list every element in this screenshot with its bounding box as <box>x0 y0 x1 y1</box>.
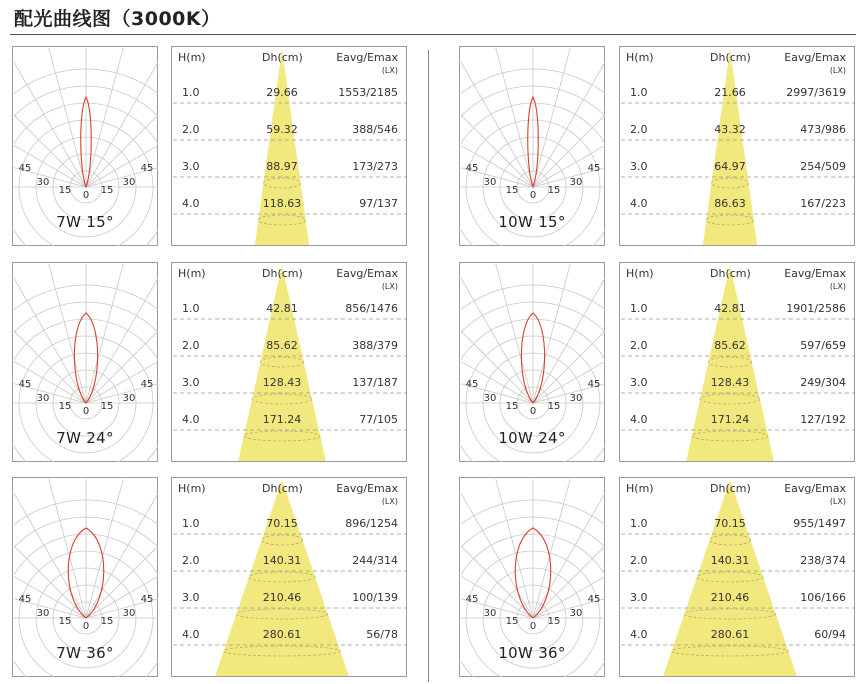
row-dh: 43.32 <box>714 123 746 136</box>
polar-grid-spoke <box>495 478 533 618</box>
row-eavg: 249/304 <box>800 376 846 389</box>
header-eavg: Eavg/Emax <box>336 267 398 280</box>
row-dh: 171.24 <box>262 413 302 426</box>
header-h: H(m) <box>626 267 654 280</box>
row-dh: 280.61 <box>262 628 302 641</box>
row-dh: 171.24 <box>710 413 750 426</box>
polar-angle-label: 15 <box>547 185 561 196</box>
column-divider <box>428 50 429 682</box>
row-dh: 70.15 <box>714 517 746 530</box>
row-eavg: 167/223 <box>800 197 846 210</box>
row-height: 1.0 <box>182 86 200 99</box>
panel-caption: 7W 36° <box>56 644 114 662</box>
row-height: 1.0 <box>630 517 648 530</box>
polar-angle-label: 15 <box>58 185 72 196</box>
row-dh: 59.32 <box>266 123 298 136</box>
illuminance-table <box>619 262 855 462</box>
header-h: H(m) <box>626 482 654 495</box>
header-dh: Dh(cm) <box>710 267 751 280</box>
row-eavg: 955/1497 <box>793 517 846 530</box>
row-dh: 210.46 <box>710 591 750 604</box>
row-eavg: 473/986 <box>800 123 846 136</box>
polar-angle-label: 45 <box>587 379 601 390</box>
polar-grid-spoke <box>86 263 124 403</box>
polar-angle-label: 0 <box>529 621 537 632</box>
header-eavg: Eavg/Emax <box>336 51 398 64</box>
polar-angle-label: 15 <box>100 401 114 412</box>
row-height: 4.0 <box>630 413 648 426</box>
row-dh: 21.66 <box>714 86 746 99</box>
polar-angle-label: 0 <box>529 406 537 417</box>
polar-angle-label: 30 <box>122 177 136 188</box>
header-unit: (LX) <box>829 282 846 291</box>
header-eavg: Eavg/Emax <box>336 482 398 495</box>
row-dh: 29.66 <box>266 86 298 99</box>
illuminance-table <box>619 477 855 677</box>
beam-cone <box>255 49 309 245</box>
row-dh: 140.31 <box>710 554 750 567</box>
header-dh: Dh(cm) <box>262 267 303 280</box>
polar-angle-label: 45 <box>18 594 32 605</box>
beam-cone <box>703 49 757 245</box>
polar-diagram-box <box>459 262 605 462</box>
polar-angle-label: 30 <box>569 393 583 404</box>
row-height: 4.0 <box>630 628 648 641</box>
polar-angle-label: 45 <box>587 594 601 605</box>
header-dh: Dh(cm) <box>710 51 751 64</box>
polar-diagram-box <box>12 477 158 677</box>
polar-angle-label: 15 <box>505 185 519 196</box>
polar-angle-label: 30 <box>36 608 50 619</box>
header-unit: (LX) <box>829 497 846 506</box>
row-height: 1.0 <box>182 517 200 530</box>
header-eavg: Eavg/Emax <box>784 51 846 64</box>
polar-angle-label: 30 <box>483 393 497 404</box>
panel-caption: 10W 36° <box>498 644 566 662</box>
row-eavg: 254/509 <box>800 160 846 173</box>
polar-diagram-box <box>459 46 605 246</box>
polar-angle-label: 0 <box>82 621 90 632</box>
polar-angle-label: 30 <box>569 608 583 619</box>
polar-angle-label: 30 <box>122 393 136 404</box>
header-dh: Dh(cm) <box>262 51 303 64</box>
row-height: 2.0 <box>630 339 648 352</box>
header-unit: (LX) <box>381 282 398 291</box>
row-dh: 128.43 <box>710 376 750 389</box>
row-dh: 128.43 <box>262 376 302 389</box>
polar-angle-label: 30 <box>36 393 50 404</box>
row-eavg: 137/187 <box>352 376 398 389</box>
polar-angle-label: 45 <box>465 379 479 390</box>
beam-cone-svg <box>172 47 408 247</box>
beam-cone-svg <box>620 47 856 247</box>
row-height: 3.0 <box>182 591 200 604</box>
polar-angle-label: 0 <box>82 406 90 417</box>
header-eavg: Eavg/Emax <box>784 267 846 280</box>
polar-angle-label: 45 <box>465 163 479 174</box>
row-height: 2.0 <box>630 123 648 136</box>
row-dh: 85.62 <box>714 339 746 352</box>
row-height: 2.0 <box>182 554 200 567</box>
row-eavg: 597/659 <box>800 339 846 352</box>
row-height: 1.0 <box>630 86 648 99</box>
polar-diagram-box <box>12 262 158 462</box>
row-dh: 86.63 <box>714 197 746 210</box>
row-height: 2.0 <box>630 554 648 567</box>
row-height: 3.0 <box>182 160 200 173</box>
polar-angle-label: 45 <box>140 379 154 390</box>
polar-grid-spoke <box>533 263 571 403</box>
row-height: 3.0 <box>630 160 648 173</box>
row-eavg: 97/137 <box>359 197 398 210</box>
header-h: H(m) <box>626 51 654 64</box>
polar-angle-label: 15 <box>505 401 519 412</box>
row-eavg: 1553/2185 <box>338 86 398 99</box>
row-dh: 118.63 <box>262 197 302 210</box>
header-dh: Dh(cm) <box>262 482 303 495</box>
polar-angle-label: 30 <box>483 608 497 619</box>
header-unit: (LX) <box>829 66 846 75</box>
panel-caption: 7W 24° <box>56 429 114 447</box>
row-eavg: 100/139 <box>352 591 398 604</box>
row-height: 2.0 <box>182 123 200 136</box>
row-eavg: 1901/2586 <box>786 302 846 315</box>
polar-grid-spoke <box>533 47 571 187</box>
beam-cone <box>215 480 349 676</box>
row-eavg: 238/374 <box>800 554 846 567</box>
polar-angle-label: 15 <box>505 616 519 627</box>
polar-grid-spoke <box>495 47 533 187</box>
row-height: 2.0 <box>182 339 200 352</box>
row-dh: 42.81 <box>266 302 298 315</box>
beam-cone <box>686 265 773 461</box>
polar-angle-label: 30 <box>122 608 136 619</box>
row-eavg: 896/1254 <box>345 517 398 530</box>
polar-angle-label: 0 <box>529 190 537 201</box>
row-height: 3.0 <box>182 376 200 389</box>
beam-cone <box>238 265 325 461</box>
beam-cone-svg <box>620 263 856 463</box>
polar-grid-spoke <box>86 478 124 618</box>
polar-angle-label: 0 <box>82 190 90 201</box>
beam-cone-svg <box>620 478 856 678</box>
row-eavg: 173/273 <box>352 160 398 173</box>
polar-grid-spoke <box>48 47 86 187</box>
row-height: 4.0 <box>182 413 200 426</box>
row-eavg: 106/166 <box>800 591 846 604</box>
polar-diagram-box <box>12 46 158 246</box>
row-dh: 210.46 <box>262 591 302 604</box>
row-eavg: 60/94 <box>814 628 846 641</box>
polar-diagram-box <box>459 477 605 677</box>
row-eavg: 388/546 <box>352 123 398 136</box>
row-dh: 85.62 <box>266 339 298 352</box>
polar-angle-label: 30 <box>36 177 50 188</box>
row-eavg: 388/379 <box>352 339 398 352</box>
row-height: 4.0 <box>182 628 200 641</box>
header-h: H(m) <box>178 51 206 64</box>
polar-angle-label: 15 <box>100 185 114 196</box>
beam-cone-svg <box>172 478 408 678</box>
polar-grid-spoke <box>495 263 533 403</box>
polar-angle-label: 15 <box>58 401 72 412</box>
polar-angle-label: 45 <box>140 163 154 174</box>
row-height: 3.0 <box>630 591 648 604</box>
row-height: 1.0 <box>630 302 648 315</box>
polar-angle-label: 45 <box>587 163 601 174</box>
polar-grid-spoke <box>86 47 124 187</box>
header-dh: Dh(cm) <box>710 482 751 495</box>
row-height: 1.0 <box>182 302 200 315</box>
row-eavg: 56/78 <box>366 628 398 641</box>
polar-angle-label: 15 <box>58 616 72 627</box>
beam-cone-svg <box>172 263 408 463</box>
polar-angle-label: 45 <box>465 594 479 605</box>
polar-angle-label: 30 <box>569 177 583 188</box>
polar-grid-spoke <box>48 478 86 618</box>
polar-angle-label: 45 <box>18 163 32 174</box>
polar-grid-spoke <box>48 263 86 403</box>
panel-caption: 10W 15° <box>498 213 566 231</box>
row-eavg: 856/1476 <box>345 302 398 315</box>
row-eavg: 244/314 <box>352 554 398 567</box>
row-dh: 70.15 <box>266 517 298 530</box>
illuminance-table <box>171 46 407 246</box>
header-unit: (LX) <box>381 497 398 506</box>
panel-caption: 10W 24° <box>498 429 566 447</box>
row-height: 4.0 <box>630 197 648 210</box>
header-h: H(m) <box>178 267 206 280</box>
polar-angle-label: 15 <box>547 401 561 412</box>
row-dh: 280.61 <box>710 628 750 641</box>
header-eavg: Eavg/Emax <box>784 482 846 495</box>
polar-grid-spoke <box>533 478 571 618</box>
polar-angle-label: 30 <box>483 177 497 188</box>
row-height: 4.0 <box>182 197 200 210</box>
beam-cone <box>663 480 797 676</box>
polar-angle-label: 45 <box>140 594 154 605</box>
header-h: H(m) <box>178 482 206 495</box>
illuminance-table <box>171 477 407 677</box>
row-dh: 140.31 <box>262 554 302 567</box>
header-unit: (LX) <box>381 66 398 75</box>
page-title: 配光曲线图（3000K） <box>14 8 221 30</box>
row-dh: 42.81 <box>714 302 746 315</box>
polar-angle-label: 15 <box>100 616 114 627</box>
row-eavg: 77/105 <box>359 413 398 426</box>
illuminance-table <box>619 46 855 246</box>
panel-caption: 7W 15° <box>56 213 114 231</box>
polar-angle-label: 15 <box>547 616 561 627</box>
title-rule <box>10 34 856 35</box>
row-eavg: 127/192 <box>800 413 846 426</box>
illuminance-table <box>171 262 407 462</box>
polar-angle-label: 45 <box>18 379 32 390</box>
row-eavg: 2997/3619 <box>786 86 846 99</box>
row-dh: 64.97 <box>714 160 746 173</box>
row-dh: 88.97 <box>266 160 298 173</box>
row-height: 3.0 <box>630 376 648 389</box>
